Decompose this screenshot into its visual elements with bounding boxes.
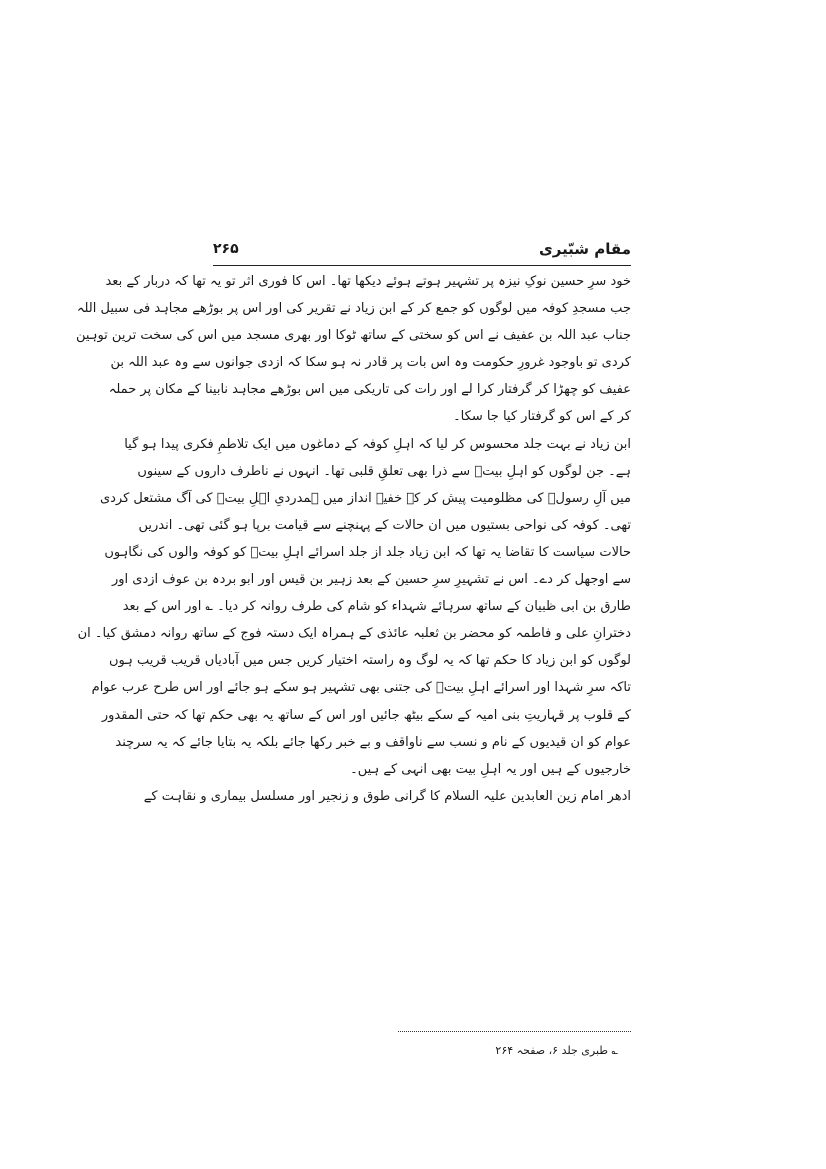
text-line: تاکہ سرِ شہدا اور اسرائے اہلِ بیتؑ کی جتنی بھی تشہیر ہو سکے ہو جائے اور اس طرح عرب عوام bbox=[91, 680, 631, 696]
footnote-text: طبری جلد ۶، صفحہ ۲۶۴ bbox=[495, 1044, 609, 1057]
text-line: سے اوجھل کر دے۔ اس نے تشہیرِ سرِ حسین کے بعد زہیر بن قیس اور ابو بردہ بن عوف ازدی اور bbox=[112, 572, 631, 588]
text-line: لوگوں کو ابن زیاد کا حکم تھا کہ یہ لوگ وہ راستہ اختیار کریں جس میں آبادیاں قریب قریب ہوں bbox=[108, 653, 631, 669]
footnote bbox=[213, 1040, 618, 1062]
text-line: ہے۔ جن لوگوں کو اہلِ بیتؑ سے ذرا بھی تعلقِ قلبی تھا۔ انہوں نے ناطرف داروں کے سینوں bbox=[137, 463, 631, 479]
text-line: کے قلوب پر قہاریتِ بنی امیہ کے سکے بیٹھ جائیں اور اس کے ساتھ یہ بھی حکم تھا کہ حتی المقدور bbox=[101, 707, 631, 723]
text-line: جناب عبد اللہ بن عفیف نے اس کو سختی کے ساتھ ٹوکا اور بھری مسجد میں اس کی سخت ترین توہین bbox=[76, 328, 631, 344]
text-line: تھی۔ کوفہ کی نواحی بستیوں میں ان حالات کے پہنچنے سے قیامت برپا ہو گئی تھی۔ اندریں bbox=[138, 517, 631, 533]
text-line: کر کے اس کو گرفتار کیا جا سکا۔ bbox=[453, 409, 631, 425]
page-header bbox=[213, 237, 631, 263]
text-line: دخترانِ علی و فاطمہ کو محضر بن ثعلبہ عائذی کے ہمراہ ایک دستہ فوج کے ساتھ روانہ دمشق کیا۔ ان bbox=[77, 626, 631, 642]
text-line: ابن زیاد نے بہت جلد محسوس کر لیا کہ اہلِ کوفہ کے دماغوں میں ایک تلاطمِ فکری پیدا ہو گیا bbox=[124, 436, 631, 452]
text-line: کردی تو باوجود غرورِ حکومت وہ اس بات پر قادر نہ ہو سکا کہ ازدی جوانوں سے وہ عبد اللہ بن bbox=[110, 355, 631, 371]
text-line: طارق بن ابی ظبیان کے ساتھ سرہائے شہداء کو شام کی طرف روانہ کر دیا۔ ؎ اور اس کے بعد bbox=[122, 599, 631, 615]
header-divider bbox=[213, 265, 631, 266]
text-line: جب مسجدِ کوفہ میں لوگوں کو جمع کر کے ابن زیاد نے تقریر کی اور اس پر بوڑھے مجاہد فی سبیل اللہ bbox=[76, 301, 631, 317]
text-line: خود سرِ حسین نوکِ نیزہ پر تشہیر ہوتے ہوئے دیکھا تھا۔ اس کا فوری اثر تو یہ تھا کہ دربار کے بعد bbox=[105, 274, 631, 289]
running-title: مقام شبّیری bbox=[538, 240, 631, 258]
text-line: عوام کو ان قیدیوں کے نام و نسب سے ناواقف و بے خبر رکھا جائے بلکہ یہ بتایا جائے کہ یہ سرچند bbox=[115, 734, 631, 750]
text-line: میں آلِ رسولؐ کی مظلومیت پیش کر کے خفیہ انداز میں ہمدردیِ اہلِ بیتؑ کی آگ مشتعل کردی bbox=[99, 490, 631, 506]
text-line: عفیف کو چھڑا کر گرفتار کرا لے اور رات کی تاریکی میں اس بوڑھے مجاہد نابینا کے مکان پر حملہ bbox=[108, 382, 631, 398]
text-line: حالات سیاست کا تقاضا یہ تھا کہ ابن زیاد جلد از جلد اسرائے اہلِ بیتؑ کو کوفہ والوں کی نگاہوں bbox=[104, 544, 631, 560]
text-line: ادھر امام زین العابدین علیہ السلام کا گرانی طوق و زنجیر اور مسلسل بیماری و نقاہت کے bbox=[143, 788, 631, 804]
body-text bbox=[76, 268, 631, 810]
footnote-marker: ؎ bbox=[611, 1044, 618, 1057]
footnote-divider bbox=[398, 1031, 631, 1032]
text-line: خارجیوں کے ہیں اور یہ اہلِ بیت بھی انہی کے ہیں۔ bbox=[350, 761, 631, 777]
page-number: ۲۶۵ bbox=[213, 241, 239, 257]
